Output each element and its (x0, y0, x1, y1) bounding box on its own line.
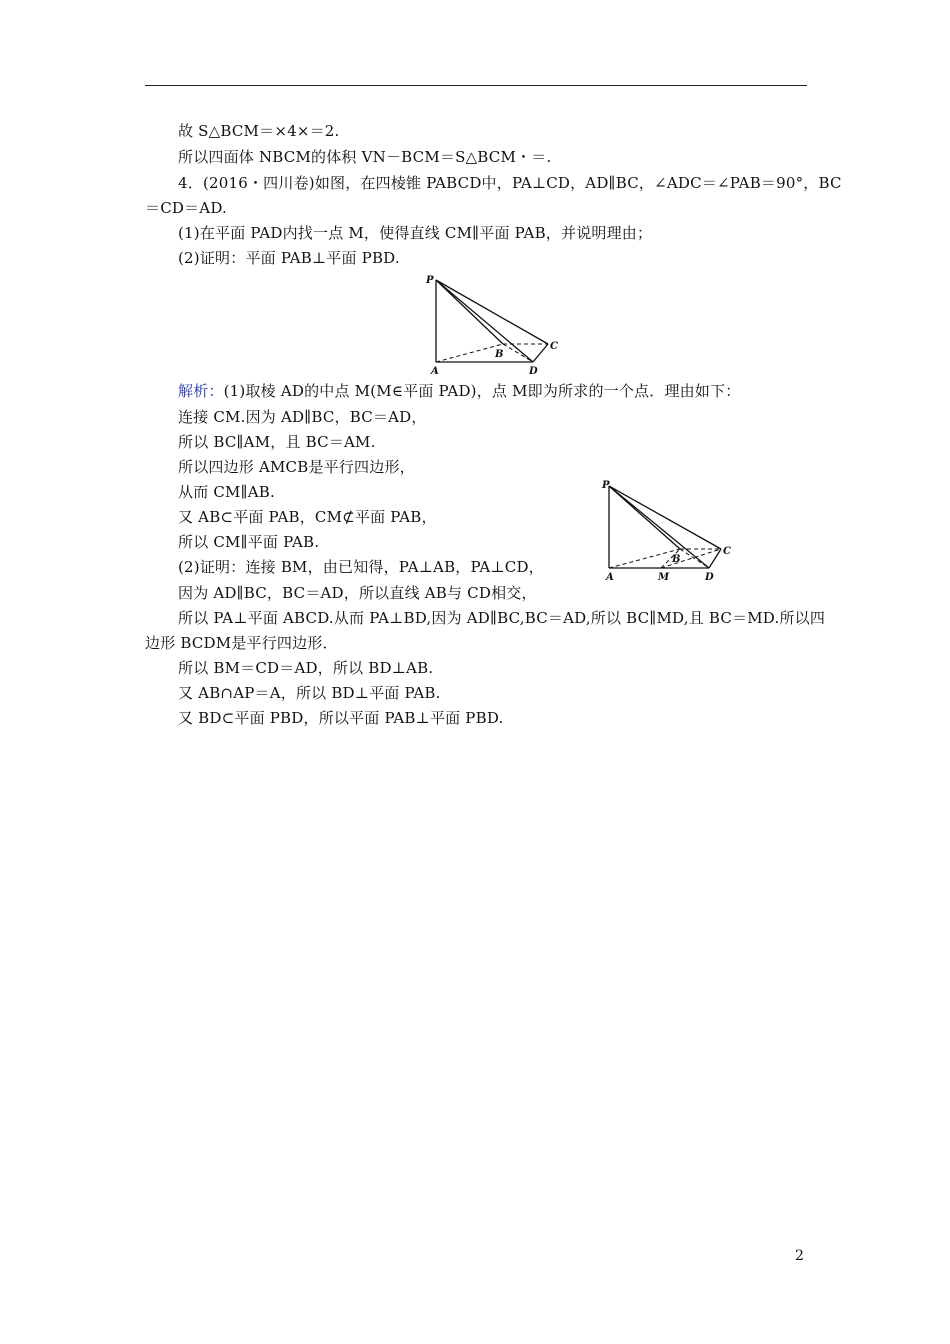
pyramid-figure (418, 270, 568, 382)
solution-line: 又 AB⊂平面 PAB，CM⊄平面 PAB， (178, 508, 437, 526)
solution-line: 所以 BC∥AM，且 BC＝AM. (178, 433, 376, 451)
proof-line: 又 AB∩AP＝A，所以 BD⊥平面 PAB. (178, 684, 441, 702)
proof-line: 所以 PA⊥平面 ABCD.从而 PA⊥BD,因为 AD∥BC,BC＝AD,所以 BC∥MD,且 BC＝MD.所以四 (178, 609, 826, 627)
vertex-label-c: C (550, 341, 558, 352)
vertex-label-d: D (705, 572, 714, 583)
vertex-label-c: C (723, 546, 731, 557)
proof-line: 所以 BM＝CD＝AD，所以 BD⊥AB. (178, 659, 434, 677)
text-line: 所以四面体 NBCM的体积 VN－BCM＝S△BCM・＝. (178, 148, 552, 166)
solution-line: 连接 CM.因为 AD∥BC，BC＝AD， (178, 408, 427, 426)
proof-line: 又 BD⊂平面 PBD，所以平面 PAB⊥平面 PBD. (178, 709, 504, 727)
proof-line: 因为 AD∥BC，BC＝AD，所以直线 AB与 CD相交， (178, 584, 537, 602)
problem-4-line: ＝CD＝AD. (145, 199, 227, 217)
question-2: (2)证明：平面 PAB⊥平面 PBD. (178, 249, 400, 267)
vertex-label-a: A (431, 366, 439, 377)
vertex-label-p: P (602, 480, 610, 491)
vertex-label-p: P (426, 275, 434, 286)
problem-4-line: 4．(2016・四川卷)如图，在四棱锥 PABCD中，PA⊥CD，AD∥BC，∠ADC＝∠PAB＝90°，BC (178, 174, 842, 192)
vertex-label-b: B (495, 349, 504, 360)
vertex-label-d: D (529, 366, 538, 377)
vertex-label-m: M (658, 572, 670, 583)
solution-line: 解析：(1)取棱 AD的中点 M(M∈平面 PAD)，点 M即为所求的一个点．理由如下： (178, 382, 741, 400)
vertex-label-a: A (606, 572, 614, 583)
solution-line: 所以四边形 AMCB是平行四边形， (178, 458, 415, 476)
solution-line: 从而 CM∥AB. (178, 483, 275, 501)
proof-line: (2)证明：连接 BM，由已知得，PA⊥AB，PA⊥CD， (178, 558, 544, 576)
proof-line: 边形 BCDM是平行四边形． (145, 634, 338, 652)
page-number: 2 (795, 1248, 804, 1264)
question-1: (1)在平面 PAD内找一点 M，使得直线 CM∥平面 PAB，并说明理由； (178, 224, 653, 242)
vertex-label-b: B (672, 554, 681, 565)
header-rule (145, 85, 807, 86)
text-line: 故 S△BCM＝×4×＝2. (178, 122, 340, 140)
solution-line: 所以 CM∥平面 PAB. (178, 533, 320, 551)
pyramid-figure-with-midpoint (596, 474, 746, 590)
analysis-label: 解析： (178, 382, 224, 400)
